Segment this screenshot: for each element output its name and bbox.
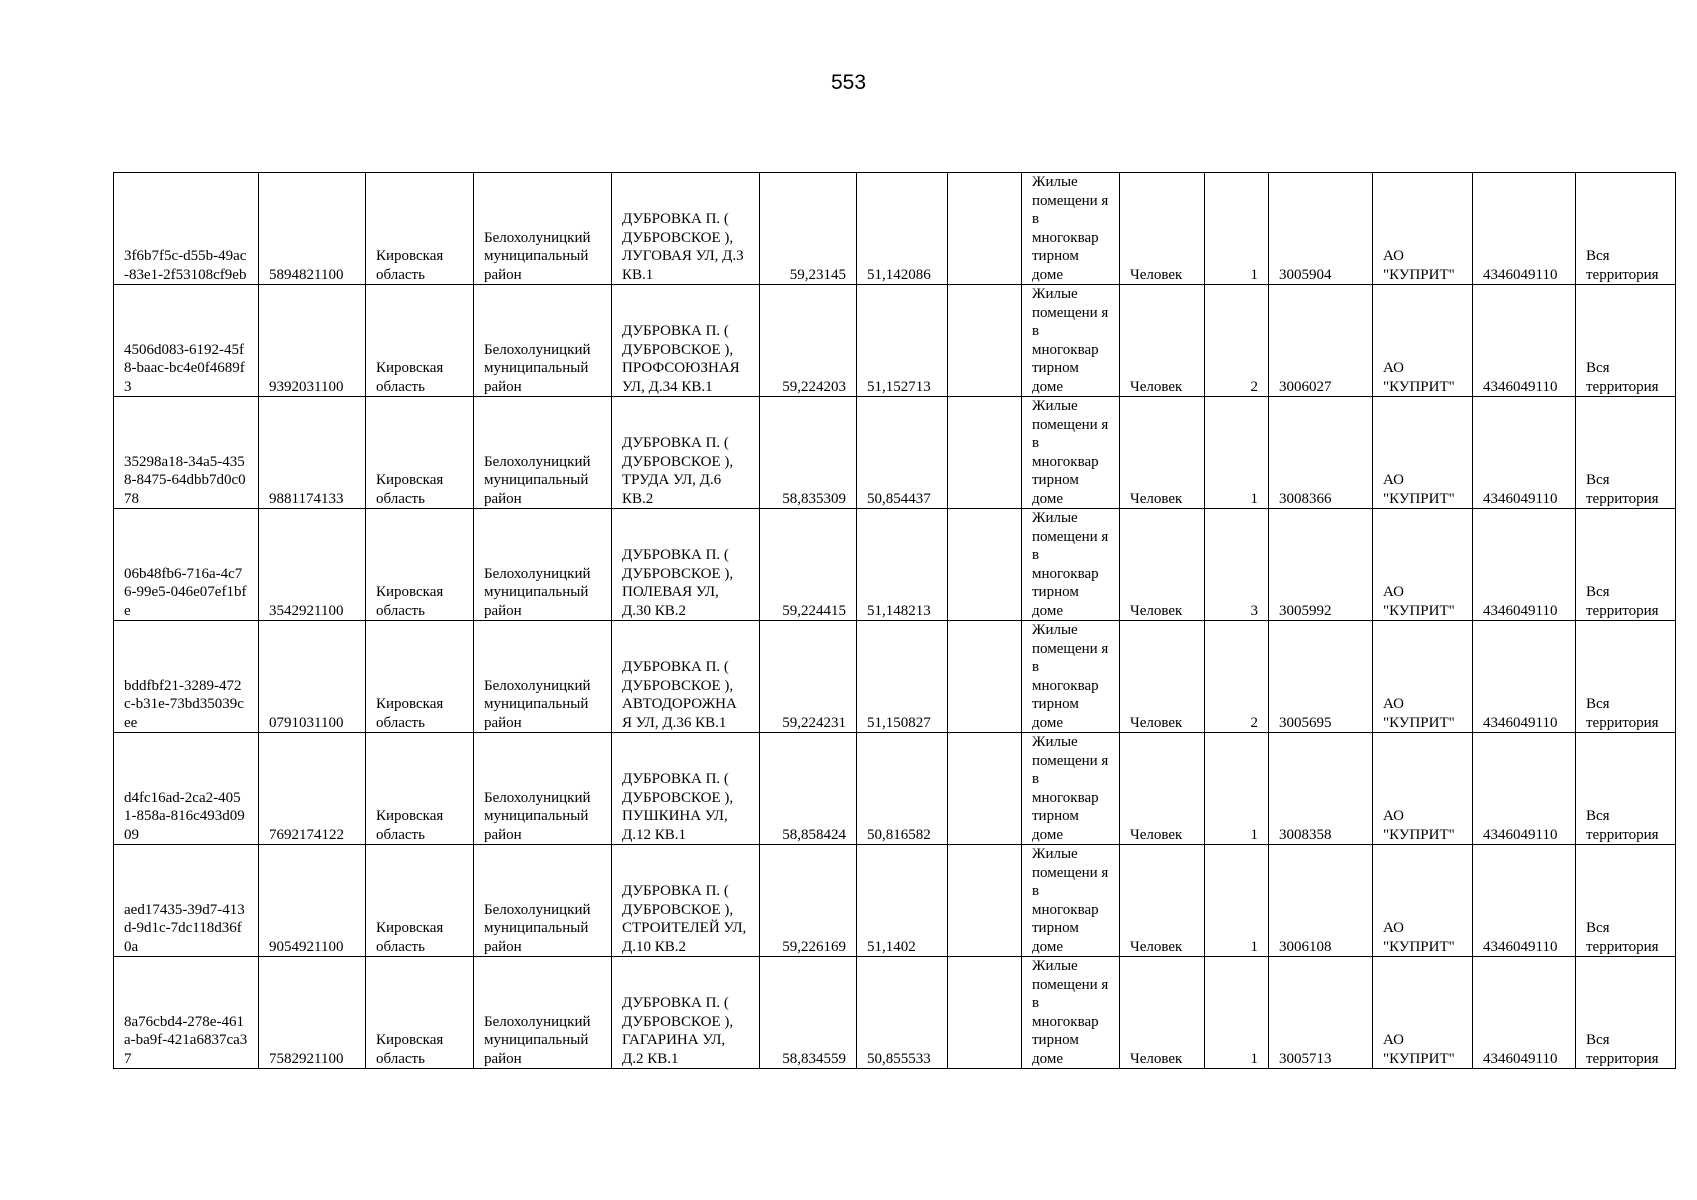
- cell-address: ДУБРОВКА П. ( ДУБРОВСКОЕ ), ПРОФСОЮЗНАЯ УЛ, Д.34 КВ.1: [612, 285, 760, 397]
- cell-address: ДУБРОВКА П. ( ДУБРОВСКОЕ ), ПУШКИНА УЛ, Д.12 КВ.1: [612, 733, 760, 845]
- cell-uid: aed17435-39d7-413d-9d1c-7dc118d36f0a: [114, 845, 259, 957]
- cell-latitude: 59,226169: [760, 845, 857, 957]
- cell-district: Белохолуницкий муниципальный район: [474, 173, 612, 285]
- cell-territory: Вся территория: [1576, 845, 1676, 957]
- cell-organization: АО "КУПРИТ": [1373, 173, 1473, 285]
- cell-quantity: 2: [1205, 621, 1269, 733]
- cell-quantity: 1: [1205, 397, 1269, 509]
- cell-territory: Вся территория: [1576, 621, 1676, 733]
- registry-body: [114, 173, 1676, 1069]
- table-row: [114, 845, 1676, 957]
- cell-inn: 4346049110: [1473, 509, 1576, 621]
- cell-latitude: 59,224203: [760, 285, 857, 397]
- page-number: 553: [830, 71, 867, 94]
- cell-latitude: 59,224231: [760, 621, 857, 733]
- cell-premises-type: Жилые помещени я в многоквар тирном доме: [1022, 845, 1120, 957]
- cell-address: ДУБРОВКА П. ( ДУБРОВСКОЕ ), ПОЛЕВАЯ УЛ, Д.30 КВ.2: [612, 509, 760, 621]
- table-row: [114, 397, 1676, 509]
- cell-longitude: 51,142086: [857, 173, 948, 285]
- cell-uid: 4506d083-6192-45f8-baac-bc4e0f4689f3: [114, 285, 259, 397]
- cell-region: Кировская область: [366, 509, 474, 621]
- table-row: [114, 733, 1676, 845]
- table-row: [114, 285, 1676, 397]
- cell-territory: Вся территория: [1576, 957, 1676, 1069]
- cell-quantity: 2: [1205, 285, 1269, 397]
- cell-unit: Человек: [1120, 957, 1205, 1069]
- cell-region: Кировская область: [366, 397, 474, 509]
- cell-address: ДУБРОВКА П. ( ДУБРОВСКОЕ ), ГАГАРИНА УЛ, Д.2 КВ.1: [612, 957, 760, 1069]
- cell-account: 3008358: [1269, 733, 1373, 845]
- cell-empty: [948, 957, 1022, 1069]
- cell-uid: 06b48fb6-716a-4c76-99e5-046e07ef1bfe: [114, 509, 259, 621]
- table-row: [114, 173, 1676, 285]
- cell-premises-type: Жилые помещени я в многоквар тирном доме: [1022, 173, 1120, 285]
- cell-region: Кировская область: [366, 733, 474, 845]
- cell-premises-type: Жилые помещени я в многоквар тирном доме: [1022, 621, 1120, 733]
- cell-empty: [948, 285, 1022, 397]
- cell-district: Белохолуницкий муниципальный район: [474, 285, 612, 397]
- cell-address: ДУБРОВКА П. ( ДУБРОВСКОЕ ), ЛУГОВАЯ УЛ, Д.3 КВ.1: [612, 173, 760, 285]
- cell-region: Кировская область: [366, 285, 474, 397]
- cell-account: 3006108: [1269, 845, 1373, 957]
- cell-territory: Вся территория: [1576, 733, 1676, 845]
- cell-inn: 4346049110: [1473, 621, 1576, 733]
- cell-region: Кировская область: [366, 845, 474, 957]
- cell-code: 0791031100: [259, 621, 366, 733]
- cell-district: Белохолуницкий муниципальный район: [474, 621, 612, 733]
- cell-inn: 4346049110: [1473, 285, 1576, 397]
- cell-territory: Вся территория: [1576, 509, 1676, 621]
- cell-code: 9881174133: [259, 397, 366, 509]
- cell-empty: [948, 173, 1022, 285]
- cell-empty: [948, 621, 1022, 733]
- cell-inn: 4346049110: [1473, 397, 1576, 509]
- cell-uid: 3f6b7f5c-d55b-49ac-83e1-2f53108cf9eb: [114, 173, 259, 285]
- cell-region: Кировская область: [366, 957, 474, 1069]
- cell-address: ДУБРОВКА П. ( ДУБРОВСКОЕ ), АВТОДОРОЖНА Я УЛ, Д.36 КВ.1: [612, 621, 760, 733]
- cell-longitude: 51,1402: [857, 845, 948, 957]
- cell-uid: d4fc16ad-2ca2-4051-858a-816c493d0909: [114, 733, 259, 845]
- cell-account: 3005992: [1269, 509, 1373, 621]
- cell-unit: Человек: [1120, 285, 1205, 397]
- cell-organization: АО "КУПРИТ": [1373, 509, 1473, 621]
- cell-organization: АО "КУПРИТ": [1373, 957, 1473, 1069]
- cell-uid: 35298a18-34a5-4358-8475-64dbb7d0c078: [114, 397, 259, 509]
- cell-quantity: 1: [1205, 173, 1269, 285]
- registry-table: [113, 172, 1676, 1069]
- cell-district: Белохолуницкий муниципальный район: [474, 957, 612, 1069]
- cell-code: 7692174122: [259, 733, 366, 845]
- cell-organization: АО "КУПРИТ": [1373, 845, 1473, 957]
- cell-account: 3005695: [1269, 621, 1373, 733]
- cell-district: Белохолуницкий муниципальный район: [474, 733, 612, 845]
- cell-empty: [948, 733, 1022, 845]
- table-row: [114, 509, 1676, 621]
- cell-longitude: 51,152713: [857, 285, 948, 397]
- cell-latitude: 58,858424: [760, 733, 857, 845]
- cell-unit: Человек: [1120, 845, 1205, 957]
- cell-organization: АО "КУПРИТ": [1373, 733, 1473, 845]
- cell-district: Белохолуницкий муниципальный район: [474, 845, 612, 957]
- cell-account: 3005904: [1269, 173, 1373, 285]
- cell-inn: 4346049110: [1473, 845, 1576, 957]
- cell-region: Кировская область: [366, 173, 474, 285]
- cell-unit: Человек: [1120, 397, 1205, 509]
- cell-latitude: 59,23145: [760, 173, 857, 285]
- cell-premises-type: Жилые помещени я в многоквар тирном доме: [1022, 957, 1120, 1069]
- cell-district: Белохолуницкий муниципальный район: [474, 397, 612, 509]
- cell-address: ДУБРОВКА П. ( ДУБРОВСКОЕ ), СТРОИТЕЛЕЙ УЛ, Д.10 КВ.2: [612, 845, 760, 957]
- table-row: [114, 957, 1676, 1069]
- cell-premises-type: Жилые помещени я в многоквар тирном доме: [1022, 285, 1120, 397]
- cell-unit: Человек: [1120, 173, 1205, 285]
- cell-district: Белохолуницкий муниципальный район: [474, 509, 612, 621]
- cell-latitude: 58,834559: [760, 957, 857, 1069]
- cell-account: 3006027: [1269, 285, 1373, 397]
- table-row: [114, 621, 1676, 733]
- cell-quantity: 1: [1205, 733, 1269, 845]
- cell-quantity: 1: [1205, 845, 1269, 957]
- cell-premises-type: Жилые помещени я в многоквар тирном доме: [1022, 397, 1120, 509]
- cell-unit: Человек: [1120, 509, 1205, 621]
- cell-code: 3542921100: [259, 509, 366, 621]
- cell-premises-type: Жилые помещени я в многоквар тирном доме: [1022, 509, 1120, 621]
- cell-organization: АО "КУПРИТ": [1373, 397, 1473, 509]
- cell-account: 3008366: [1269, 397, 1373, 509]
- cell-longitude: 51,148213: [857, 509, 948, 621]
- cell-empty: [948, 397, 1022, 509]
- cell-inn: 4346049110: [1473, 957, 1576, 1069]
- cell-inn: 4346049110: [1473, 733, 1576, 845]
- cell-code: 9054921100: [259, 845, 366, 957]
- cell-territory: Вся территория: [1576, 397, 1676, 509]
- cell-latitude: 58,835309: [760, 397, 857, 509]
- cell-longitude: 50,854437: [857, 397, 948, 509]
- cell-empty: [948, 509, 1022, 621]
- cell-territory: Вся территория: [1576, 285, 1676, 397]
- cell-code: 9392031100: [259, 285, 366, 397]
- cell-quantity: 3: [1205, 509, 1269, 621]
- cell-territory: Вся территория: [1576, 173, 1676, 285]
- cell-code: 5894821100: [259, 173, 366, 285]
- cell-quantity: 1: [1205, 957, 1269, 1069]
- cell-region: Кировская область: [366, 621, 474, 733]
- cell-longitude: 50,816582: [857, 733, 948, 845]
- cell-unit: Человек: [1120, 621, 1205, 733]
- cell-unit: Человек: [1120, 733, 1205, 845]
- cell-account: 3005713: [1269, 957, 1373, 1069]
- cell-longitude: 51,150827: [857, 621, 948, 733]
- cell-code: 7582921100: [259, 957, 366, 1069]
- cell-uid: bddfbf21-3289-472c-b31e-73bd35039cee: [114, 621, 259, 733]
- cell-address: ДУБРОВКА П. ( ДУБРОВСКОЕ ), ТРУДА УЛ, Д.6 КВ.2: [612, 397, 760, 509]
- cell-uid: 8a76cbd4-278e-461a-ba9f-421a6837ca37: [114, 957, 259, 1069]
- cell-latitude: 59,224415: [760, 509, 857, 621]
- cell-empty: [948, 845, 1022, 957]
- cell-longitude: 50,855533: [857, 957, 948, 1069]
- cell-organization: АО "КУПРИТ": [1373, 621, 1473, 733]
- cell-premises-type: Жилые помещени я в многоквар тирном доме: [1022, 733, 1120, 845]
- cell-inn: 4346049110: [1473, 173, 1576, 285]
- cell-organization: АО "КУПРИТ": [1373, 285, 1473, 397]
